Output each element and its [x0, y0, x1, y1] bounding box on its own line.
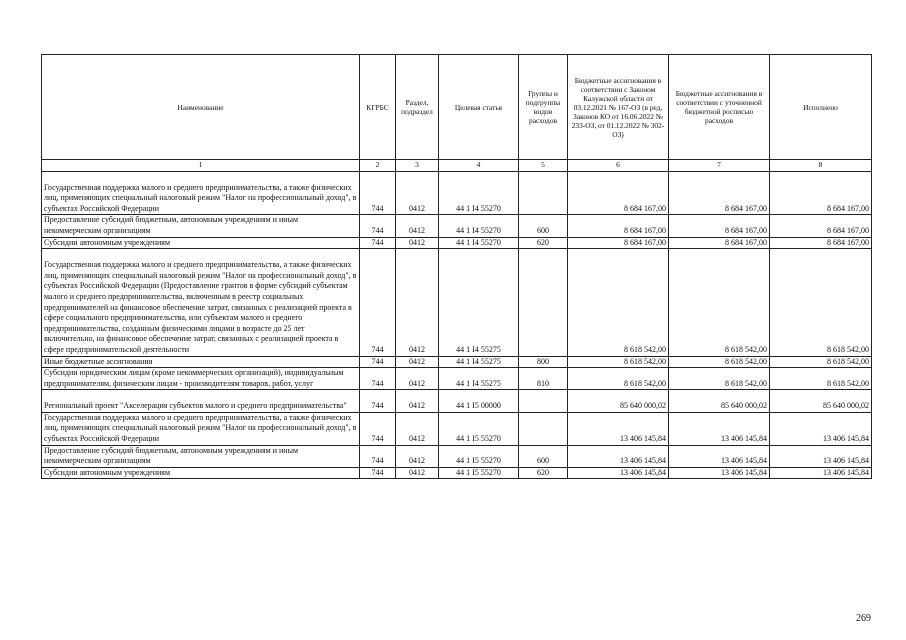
column-number: 8: [770, 160, 872, 172]
cell-refined: 8 618 542,00: [669, 368, 770, 390]
cell-name: Иные бюджетные ассигнования: [42, 356, 360, 368]
table-row: [42, 249, 872, 356]
table-row: [42, 215, 872, 237]
cell-target: 44 1 I4 55275: [439, 249, 519, 356]
cell-name: Государственная поддержка малого и среднего предпринимательства, а также физических лиц, применяющих специальный налоговый режим "Налог на профессиональный доход", в субъектах Российской Федерации: [42, 412, 360, 445]
cell-target: 44 1 I5 55270: [439, 412, 519, 445]
cell-group: 600: [519, 215, 568, 237]
cell-executed: 13 406 145,84: [770, 445, 872, 467]
cell-executed: 8 684 167,00: [770, 237, 872, 249]
header-executed: Исполнено: [770, 55, 872, 160]
cell-name: Предоставление субсидий бюджетным, автономным учреждениям и иным некоммерческим организациям: [42, 445, 360, 467]
cell-target: 44 1 I5 55270: [439, 467, 519, 479]
cell-executed: 8 618 542,00: [770, 249, 872, 356]
cell-group: [519, 171, 568, 215]
cell-name: Государственная поддержка малого и среднего предпринимательства, а также физических лиц, применяющих специальный налоговый режим "Налог на профессиональный доход", в субъектах Российской Федерации: [42, 171, 360, 215]
cell-law: 13 406 145,84: [568, 412, 669, 445]
cell-law: 8 684 167,00: [568, 237, 669, 249]
cell-name: Предоставление субсидий бюджетным, автономным учреждениям и иным некоммерческим организациям: [42, 215, 360, 237]
cell-razdel: 0412: [396, 368, 439, 390]
cell-group: 620: [519, 237, 568, 249]
budget-table: [41, 54, 872, 479]
table-row: [42, 390, 872, 413]
cell-razdel: 0412: [396, 249, 439, 356]
column-number-row: [42, 160, 872, 172]
cell-razdel: 0412: [396, 237, 439, 249]
cell-kgrbs: 744: [360, 368, 396, 390]
header-name: Наименование: [42, 55, 360, 160]
cell-law: 8 684 167,00: [568, 215, 669, 237]
cell-law: 85 640 000,02: [568, 390, 669, 413]
table-body: [42, 171, 872, 479]
column-number: 7: [669, 160, 770, 172]
cell-group: [519, 390, 568, 413]
cell-refined: 8 684 167,00: [669, 215, 770, 237]
cell-executed: 8 684 167,00: [770, 171, 872, 215]
table-row: [42, 368, 872, 390]
column-number: 3: [396, 160, 439, 172]
cell-law: 13 406 145,84: [568, 445, 669, 467]
cell-group: 810: [519, 368, 568, 390]
cell-kgrbs: 744: [360, 445, 396, 467]
cell-target: 44 1 I4 55275: [439, 356, 519, 368]
table-row: [42, 412, 872, 445]
table-row: [42, 237, 872, 249]
column-number: 2: [360, 160, 396, 172]
cell-refined: 13 406 145,84: [669, 445, 770, 467]
table-row: [42, 356, 872, 368]
cell-law: 8 618 542,00: [568, 249, 669, 356]
header-law: Бюджетные ассигнования в соответствии с Законом Калужской области от 03.12.2021 № 167-ОЗ (в ред. Законов КО от 16.06.2022 № 233-ОЗ, от 01.12.2022 № 302-ОЗ): [568, 55, 669, 160]
table-row: [42, 445, 872, 467]
header-kgrbs: КГРБС: [360, 55, 396, 160]
cell-law: 8 684 167,00: [568, 171, 669, 215]
cell-razdel: 0412: [396, 215, 439, 237]
cell-target: 44 1 I4 55270: [439, 215, 519, 237]
cell-group: 620: [519, 467, 568, 479]
cell-kgrbs: 744: [360, 356, 396, 368]
cell-kgrbs: 744: [360, 467, 396, 479]
cell-razdel: 0412: [396, 412, 439, 445]
cell-refined: 13 406 145,84: [669, 412, 770, 445]
cell-refined: 8 684 167,00: [669, 237, 770, 249]
cell-razdel: 0412: [396, 390, 439, 413]
cell-razdel: 0412: [396, 171, 439, 215]
cell-group: 800: [519, 356, 568, 368]
header-razdel: Раздел, подраздел: [396, 55, 439, 160]
cell-razdel: 0412: [396, 445, 439, 467]
header-refined: Бюджетные ассигнования в соответствии с уточненной бюджетной росписью расходов: [669, 55, 770, 160]
cell-executed: 8 684 167,00: [770, 215, 872, 237]
cell-executed: 8 618 542,00: [770, 356, 872, 368]
cell-kgrbs: 744: [360, 412, 396, 445]
cell-group: [519, 249, 568, 356]
table-row: [42, 467, 872, 479]
cell-executed: 85 640 000,02: [770, 390, 872, 413]
cell-executed: 13 406 145,84: [770, 412, 872, 445]
cell-razdel: 0412: [396, 356, 439, 368]
cell-law: 8 618 542,00: [568, 356, 669, 368]
cell-name: Региональный проект "Акселерация субъектов малого и среднего предпринимательства": [42, 390, 360, 413]
cell-kgrbs: 744: [360, 390, 396, 413]
cell-refined: 85 640 000,02: [669, 390, 770, 413]
cell-kgrbs: 744: [360, 237, 396, 249]
cell-kgrbs: 744: [360, 215, 396, 237]
header-target: Целевая статья: [439, 55, 519, 160]
cell-refined: 8 618 542,00: [669, 356, 770, 368]
cell-executed: 8 618 542,00: [770, 368, 872, 390]
cell-target: 44 1 I4 55275: [439, 368, 519, 390]
cell-refined: 8 684 167,00: [669, 171, 770, 215]
header-groups: Группы и подгруппы видов расходов: [519, 55, 568, 160]
cell-law: 13 406 145,84: [568, 467, 669, 479]
table-row: [42, 171, 872, 215]
cell-target: 44 1 I4 55270: [439, 171, 519, 215]
page-number: 269: [856, 613, 871, 624]
column-number: 1: [42, 160, 360, 172]
cell-law: 8 618 542,00: [568, 368, 669, 390]
column-number: 6: [568, 160, 669, 172]
cell-kgrbs: 744: [360, 171, 396, 215]
cell-name: Государственная поддержка малого и среднего предпринимательства, а также физических лиц, применяющих специальный налоговый режим "Налог на профессиональный доход", в субъектах Российской Федерации (Предоставление грантов в форме субсидий субъектам малого и среднего предпринимательства, включенным в реестр социальных предпринимателей на финансовое обеспечение затрат, связанных с реализацией проекта в сфере социального предпринимательства, или субъектам малого и среднего предпринимательства, созданным физическими лицами в возрасте до 25 лет включительно, на финансовое обеспечение затрат, связанных с реализацией проекта в сфере предпринимательской деятельности: [42, 249, 360, 356]
cell-executed: 13 406 145,84: [770, 467, 872, 479]
column-number: 5: [519, 160, 568, 172]
cell-name: Субсидии автономным учреждениям: [42, 237, 360, 249]
cell-name: Субсидии юридическим лицам (кроме некоммерческих организаций), индивидуальным предпринимателям, физическим лицам - производителям товаров, работ, услуг: [42, 368, 360, 390]
cell-kgrbs: 744: [360, 249, 396, 356]
cell-refined: 8 618 542,00: [669, 249, 770, 356]
cell-group: 600: [519, 445, 568, 467]
cell-target: 44 1 I5 55270: [439, 445, 519, 467]
cell-target: 44 1 I5 00000: [439, 390, 519, 413]
cell-group: [519, 412, 568, 445]
cell-refined: 13 406 145,84: [669, 467, 770, 479]
cell-razdel: 0412: [396, 467, 439, 479]
column-number: 4: [439, 160, 519, 172]
cell-target: 44 1 I4 55270: [439, 237, 519, 249]
cell-name: Субсидии автономным учреждениям: [42, 467, 360, 479]
